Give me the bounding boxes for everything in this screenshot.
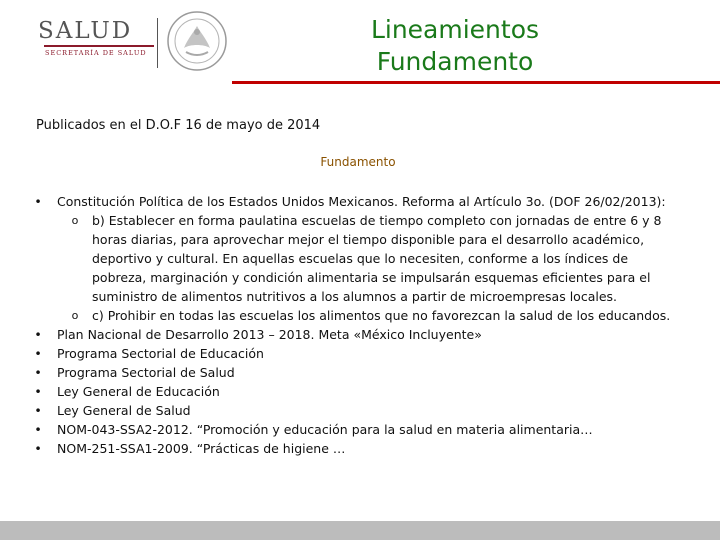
list-item: [32, 420, 682, 439]
bullet-icon: •: [34, 422, 42, 437]
salud-logo: [38, 18, 160, 66]
list-item: [32, 382, 682, 401]
list-item-text: Ley General de Educación: [57, 384, 220, 399]
list-item-text: Ley General de Salud: [57, 403, 191, 418]
bullet-icon: •: [34, 365, 42, 380]
list-item: [32, 192, 682, 211]
bullet-icon: •: [34, 327, 42, 342]
logo-word: SALUD: [38, 18, 133, 44]
list-item: [32, 401, 682, 420]
bullet-list: [32, 192, 682, 458]
bullet-icon: •: [34, 346, 42, 361]
title-line-1: Lineamientos: [370, 15, 540, 44]
list-item-text: Programa Sectorial de Salud: [57, 365, 235, 380]
section-heading-text: Fundamento: [320, 155, 396, 169]
slide-title: [330, 14, 580, 78]
bullet-icon: •: [34, 194, 42, 209]
sub-list-item: [32, 306, 682, 325]
list-item-text: Constitución Política de los Estados Unidos Mexicanos. Reforma al Artículo 3o. (DOF 26/02/2013):: [57, 194, 666, 209]
list-item-text: Plan Nacional de Desarrollo 2013 – 2018. Meta «México Incluyente»: [57, 327, 482, 342]
list-item: [32, 344, 682, 363]
sub-list-item-text: b) Establecer en forma paulatina escuelas de tiempo completo con jornadas de entre 6 y 8 horas diarias, para aprovechar mejor el tiempo disponible para el desarrollo académico, deportivo y cultural. En aquellas escuelas que lo necesiten, conforme a los índices de pobreza, marginación y condición alimentaria se impulsarán esquemas eficientes para el suministro de alimentos nutritivos a los alumnos a partir de microempresas locales.: [92, 213, 662, 304]
publication-note: Publicados en el D.O.F 16 de mayo de 2014: [36, 118, 321, 133]
list-item: [32, 363, 682, 382]
list-item-text: NOM-043-SSA2-2012. “Promoción y educación para la salud en materia alimentaria…: [57, 422, 593, 437]
list-item-text: Programa Sectorial de Educación: [57, 346, 264, 361]
title-underline: [232, 81, 720, 84]
logo-divider: [157, 18, 158, 68]
bullet-icon: •: [34, 441, 42, 456]
sub-bullet-icon: o: [71, 214, 79, 227]
list-item-text: NOM-251-SSA1-2009. “Prácticas de higiene …: [57, 441, 346, 456]
footer-bar: [0, 521, 720, 540]
national-seal-icon: [166, 10, 228, 72]
logo-subtitle: SECRETARÍA DE SALUD: [45, 49, 147, 57]
list-item: [32, 325, 682, 344]
logo-rule: [44, 45, 154, 47]
list-item: [32, 439, 682, 458]
bullet-icon: •: [34, 384, 42, 399]
bullet-icon: •: [34, 403, 42, 418]
sub-list-item: [32, 211, 682, 306]
sub-bullet-icon: o: [71, 309, 79, 322]
section-heading: [0, 155, 720, 169]
title-line-2: Fundamento: [376, 47, 534, 76]
sub-list-item-text: c) Prohibir en todas las escuelas los alimentos que no favorezcan la salud de los educandos.: [92, 308, 671, 323]
